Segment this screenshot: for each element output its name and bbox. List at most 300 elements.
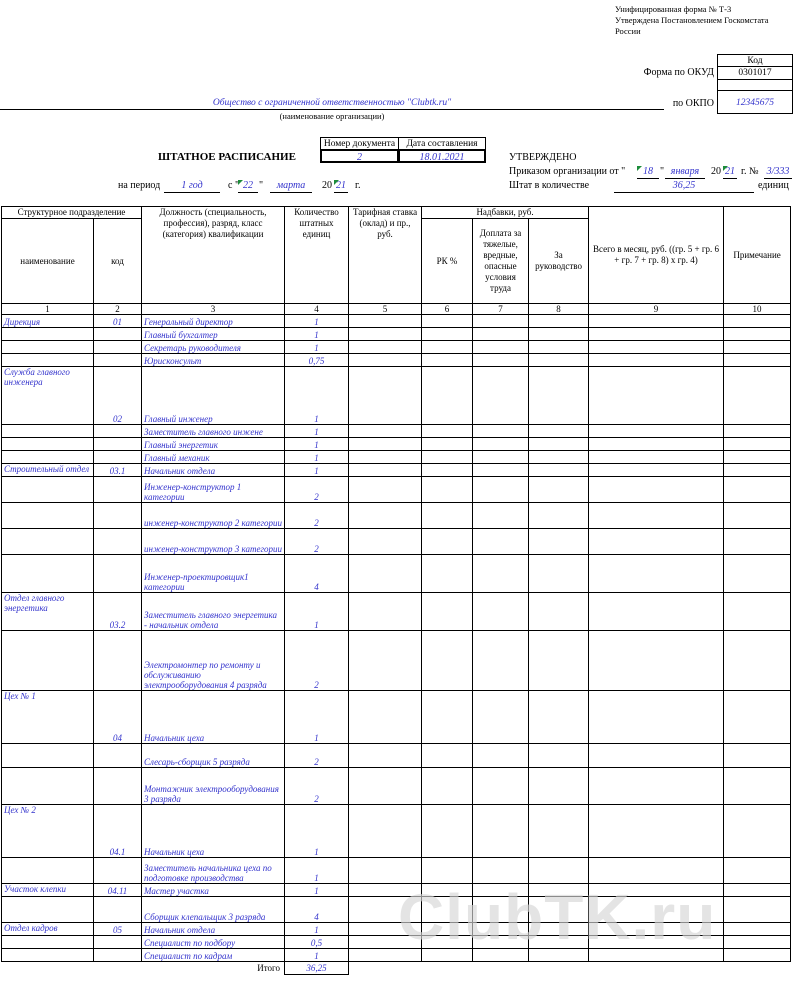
- period-label: на период: [118, 180, 161, 191]
- empty-cell: [589, 529, 724, 555]
- header-total: Всего в месяц, руб. ((гр. 5 + гр. 6 + гр. 7 + гр. 8) х гр. 4): [589, 207, 724, 304]
- empty-cell: [422, 631, 473, 691]
- position-cell: Начальник цеха: [142, 805, 285, 858]
- empty-cell: [724, 936, 791, 949]
- header-count: Количество штатных единиц: [285, 207, 349, 304]
- empty-cell: [422, 529, 473, 555]
- empty-cell: [422, 438, 473, 451]
- approved-by-label: Утверждена Постановлением Госкомстата: [615, 15, 769, 25]
- empty-cell: [422, 367, 473, 425]
- code-cell: 03.2: [94, 593, 142, 631]
- empty-cell: [473, 477, 529, 503]
- code-header: Код: [717, 54, 793, 67]
- empty-cell: [422, 464, 473, 477]
- empty-cell: [473, 451, 529, 464]
- position-cell: Главный бухгалтер: [142, 328, 285, 341]
- table-row: [2, 341, 791, 354]
- header-note: Примечание: [724, 207, 791, 304]
- organization-name: Общество с ограниченной ответственностью "Clubtk.ru": [212, 98, 452, 108]
- empty-cell: [529, 555, 589, 593]
- empty-cell: [724, 744, 791, 768]
- table-row: [2, 555, 791, 593]
- table-row: [2, 768, 791, 805]
- empty-cell: [349, 438, 422, 451]
- code-cell: 05: [94, 923, 142, 936]
- staff-value-underline: [614, 180, 754, 193]
- code-cell: [94, 555, 142, 593]
- empty-cell: [724, 897, 791, 923]
- empty-cell: [349, 744, 422, 768]
- empty-cell: [529, 464, 589, 477]
- order-year: 21: [725, 166, 735, 177]
- empty-cell: [589, 691, 724, 744]
- empty-cell: [724, 503, 791, 529]
- empty-cell: [473, 768, 529, 805]
- empty-cell: [349, 631, 422, 691]
- department-cell: [2, 858, 94, 884]
- column-number: 4: [285, 304, 349, 315]
- okpo-value: 12345675: [717, 90, 793, 114]
- empty-cell: [589, 425, 724, 438]
- count-cell: 2: [285, 477, 349, 503]
- empty-cell: [724, 438, 791, 451]
- position-cell: Начальник цеха: [142, 691, 285, 744]
- empty-cell: [589, 451, 724, 464]
- order-day: 18: [643, 166, 653, 177]
- empty-cell: [422, 451, 473, 464]
- empty-cell: [724, 425, 791, 438]
- department-cell: [2, 477, 94, 503]
- department-cell: [2, 936, 94, 949]
- code-cell: [94, 949, 142, 962]
- position-cell: Начальник отдела: [142, 464, 285, 477]
- column-number: 5: [349, 304, 422, 315]
- count-cell: 1: [285, 438, 349, 451]
- position-cell: Заместитель главного инжене: [142, 425, 285, 438]
- department-cell: [2, 631, 94, 691]
- department-cell: Отдел главного энергетика: [2, 593, 94, 631]
- position-cell: Главный механик: [142, 451, 285, 464]
- count-cell: 2: [285, 631, 349, 691]
- empty-cell: [349, 328, 422, 341]
- from-year-suffix: г.: [355, 180, 361, 191]
- count-cell: 1: [285, 858, 349, 884]
- department-cell: Цех № 2: [2, 805, 94, 858]
- empty-cell: [422, 593, 473, 631]
- header-code: код: [94, 219, 142, 304]
- organization-caption: (наименование организации): [279, 111, 385, 121]
- empty-cell: [529, 438, 589, 451]
- empty-cell: [724, 768, 791, 805]
- empty-cell: [473, 805, 529, 858]
- empty-cell: [349, 768, 422, 805]
- code-cell: [94, 503, 142, 529]
- empty-cell: [589, 464, 724, 477]
- empty-cell: [724, 923, 791, 936]
- period-underline: [164, 180, 220, 193]
- department-cell: [2, 354, 94, 367]
- empty-cell: [724, 341, 791, 354]
- department-cell: [2, 949, 94, 962]
- organization-underline: [0, 99, 664, 110]
- empty-cell: [724, 451, 791, 464]
- empty-cell: [724, 328, 791, 341]
- department-cell: [2, 328, 94, 341]
- period-value: 1 год: [181, 180, 203, 191]
- count-cell: 1: [285, 341, 349, 354]
- empty-cell: [589, 805, 724, 858]
- count-cell: 1: [285, 593, 349, 631]
- empty-cell: [473, 529, 529, 555]
- empty-cell: [589, 367, 724, 425]
- count-cell: 1: [285, 884, 349, 897]
- empty-cell: [473, 328, 529, 341]
- empty-cell: [529, 503, 589, 529]
- empty-cell: [473, 744, 529, 768]
- column-number: 10: [724, 304, 791, 315]
- empty-cell: [473, 555, 529, 593]
- code-cell: [94, 897, 142, 923]
- empty-cell: [724, 631, 791, 691]
- department-cell: Дирекция: [2, 315, 94, 328]
- empty-cell: [589, 341, 724, 354]
- count-cell: 1: [285, 464, 349, 477]
- watermark: ClubTK.ru: [398, 881, 717, 953]
- from-day: 22: [243, 180, 253, 191]
- code-cell: [94, 744, 142, 768]
- empty-cell: [473, 438, 529, 451]
- staff-value: 36,25: [672, 180, 696, 191]
- approved-title: УТВЕРЖДЕНО: [509, 152, 577, 163]
- code-cell: 01: [94, 315, 142, 328]
- column-number: 8: [529, 304, 589, 315]
- empty-cell: [589, 328, 724, 341]
- code-cell: [94, 438, 142, 451]
- from-label: с ": [228, 180, 240, 191]
- empty-cell: [422, 768, 473, 805]
- header-rate: Тарифная ставка (оклад) и пр., руб.: [349, 207, 422, 304]
- column-number: 7: [473, 304, 529, 315]
- order-month: января: [670, 166, 700, 177]
- table-row: [2, 477, 791, 503]
- empty-cell: [529, 768, 589, 805]
- position-cell: инженер-конструктор 2 категории: [142, 503, 285, 529]
- department-cell: Участок клепки: [2, 884, 94, 897]
- okpo-label: по ОКПО: [672, 98, 714, 109]
- count-cell: 0,5: [285, 936, 349, 949]
- total-value: 36,25: [285, 962, 349, 975]
- empty-cell: [589, 631, 724, 691]
- empty-cell: [349, 464, 422, 477]
- position-cell: Электромонтер по ремонту и обслуживанию электрооборудования 4 разряда: [142, 631, 285, 691]
- column-number: 3: [142, 304, 285, 315]
- header-structural: Структурное подразделение: [2, 207, 142, 219]
- code-cell: [94, 425, 142, 438]
- empty-cell: [422, 341, 473, 354]
- position-cell: Заместитель главного энергетика - начальник отдела: [142, 593, 285, 631]
- position-cell: Заместитель начальника цеха по подготовке производства: [142, 858, 285, 884]
- empty-cell: [422, 805, 473, 858]
- empty-cell: [349, 593, 422, 631]
- empty-cell: [349, 477, 422, 503]
- code-cell: [94, 936, 142, 949]
- table-row: [2, 367, 791, 425]
- header-rk: РК %: [422, 219, 473, 304]
- department-cell: [2, 425, 94, 438]
- empty-cell: [589, 744, 724, 768]
- position-cell: Мастер участка: [142, 884, 285, 897]
- department-cell: [2, 768, 94, 805]
- empty-cell: [422, 425, 473, 438]
- empty-cell: [473, 367, 529, 425]
- empty-cell: [473, 425, 529, 438]
- count-cell: 1: [285, 949, 349, 962]
- position-cell: Монтажник электрооборудования 3 разряда: [142, 768, 285, 805]
- code-cell: [94, 858, 142, 884]
- doc-number-label: Номер документа: [320, 137, 399, 150]
- empty-cell: [724, 593, 791, 631]
- code-cell: 04.1: [94, 805, 142, 858]
- column-number: 9: [589, 304, 724, 315]
- empty-cell: [724, 477, 791, 503]
- empty-cell: [589, 438, 724, 451]
- table-row: [2, 438, 791, 451]
- order-quote: ": [660, 166, 665, 177]
- table-row: [2, 328, 791, 341]
- table-row: [2, 631, 791, 691]
- cell-marker: [238, 180, 243, 185]
- from-month: марта: [276, 180, 306, 191]
- empty-cell: [349, 805, 422, 858]
- empty-cell: [529, 805, 589, 858]
- empty-cell: [529, 593, 589, 631]
- table-row: [2, 805, 791, 858]
- empty-cell: [349, 315, 422, 328]
- department-cell: Служба главного инженера: [2, 367, 94, 425]
- empty-cell: [724, 949, 791, 962]
- empty-cell: [349, 503, 422, 529]
- empty-cell: [349, 367, 422, 425]
- table-row: [2, 451, 791, 464]
- table-row: [2, 744, 791, 768]
- table-row: [2, 691, 791, 744]
- count-cell: 1: [285, 315, 349, 328]
- order-month-underline: [665, 166, 705, 179]
- position-cell: Секретарь руководителя: [142, 341, 285, 354]
- order-number-underline: [764, 166, 792, 179]
- department-cell: [2, 744, 94, 768]
- empty-cell: [589, 503, 724, 529]
- staffing-table: [1, 206, 791, 975]
- empty-cell: [724, 367, 791, 425]
- total-blank: [349, 962, 791, 975]
- order-number: 3/333: [766, 166, 790, 177]
- department-cell: [2, 529, 94, 555]
- document-title: ШТАТНОЕ РАСПИСАНИЕ: [158, 151, 296, 163]
- code-cell: 04.11: [94, 884, 142, 897]
- table-row: [2, 315, 791, 328]
- empty-cell: [724, 464, 791, 477]
- count-cell: 1: [285, 451, 349, 464]
- empty-cell: [529, 631, 589, 691]
- empty-cell: [529, 315, 589, 328]
- empty-cell: [473, 691, 529, 744]
- empty-cell: [473, 503, 529, 529]
- empty-cell: [422, 503, 473, 529]
- department-cell: [2, 555, 94, 593]
- column-number: 1: [2, 304, 94, 315]
- empty-cell: [529, 477, 589, 503]
- position-cell: Сборщик клепальщик 3 разряда: [142, 897, 285, 923]
- from-quote: ": [259, 180, 264, 191]
- header-harmful: Доплата за тяжелые, вредные, опасные условия труда: [473, 219, 529, 304]
- empty-cell: [724, 555, 791, 593]
- form-header-info: [615, 4, 769, 37]
- position-cell: Главный инженер: [142, 367, 285, 425]
- column-numbers-row: [2, 304, 791, 315]
- from-year: 21: [336, 180, 346, 191]
- table-row: [2, 354, 791, 367]
- empty-cell: [422, 691, 473, 744]
- empty-cell: [529, 529, 589, 555]
- empty-cell: [724, 315, 791, 328]
- empty-cell: [589, 477, 724, 503]
- empty-cell: [529, 425, 589, 438]
- code-cell: 03.1: [94, 464, 142, 477]
- cell-marker: [723, 166, 728, 171]
- total-label: Итого: [257, 963, 281, 974]
- position-cell: Слесарь-сборщик 5 разряда: [142, 744, 285, 768]
- code-cell: [94, 477, 142, 503]
- code-cell: [94, 341, 142, 354]
- empty-cell: [349, 425, 422, 438]
- empty-cell: [589, 768, 724, 805]
- empty-cell: [473, 315, 529, 328]
- table-row: [2, 503, 791, 529]
- count-cell: 1: [285, 691, 349, 744]
- empty-cell: [724, 529, 791, 555]
- doc-date-label: Дата составления: [398, 137, 486, 150]
- position-cell: Главный энергетик: [142, 438, 285, 451]
- header-position: Должность (специальность, профессия), разряд, класс (категория) квалификации: [142, 207, 285, 304]
- count-cell: 2: [285, 768, 349, 805]
- empty-cell: [473, 354, 529, 367]
- empty-cell: [422, 744, 473, 768]
- header-name: наименование: [2, 219, 94, 304]
- okud-value: 0301017: [717, 66, 793, 80]
- empty-cell: [724, 884, 791, 897]
- cell-marker: [637, 166, 642, 171]
- empty-cell: [422, 477, 473, 503]
- cell-marker: [334, 180, 339, 185]
- empty-cell: [529, 341, 589, 354]
- staff-unit: единиц: [758, 180, 789, 191]
- count-cell: 1: [285, 805, 349, 858]
- empty-cell: [529, 367, 589, 425]
- order-number-label: г. №: [741, 166, 759, 177]
- code-cell: [94, 529, 142, 555]
- empty-cell: [473, 464, 529, 477]
- code-cell: [94, 768, 142, 805]
- doc-date-value: 18.01.2021: [398, 149, 486, 163]
- count-cell: 4: [285, 555, 349, 593]
- header-management: За руководство: [529, 219, 589, 304]
- position-cell: Начальник отдела: [142, 923, 285, 936]
- department-cell: [2, 897, 94, 923]
- department-cell: Строительный отдел: [2, 464, 94, 477]
- department-cell: [2, 438, 94, 451]
- position-cell: Генеральный директор: [142, 315, 285, 328]
- empty-cell: [589, 593, 724, 631]
- empty-cell: [422, 315, 473, 328]
- department-cell: [2, 451, 94, 464]
- empty-cell: [349, 451, 422, 464]
- position-cell: Специалист по подбору: [142, 936, 285, 949]
- column-number: 2: [94, 304, 142, 315]
- okud-label: Форма по ОКУД: [643, 67, 714, 78]
- empty-cell: [473, 631, 529, 691]
- position-cell: Инженер-конструктор 1 категории: [142, 477, 285, 503]
- empty-cell: [589, 555, 724, 593]
- order-label: Приказом организации от ": [509, 166, 626, 177]
- empty-cell: [529, 451, 589, 464]
- table-row: [2, 464, 791, 477]
- code-cell: 04: [94, 691, 142, 744]
- empty-cell: [349, 555, 422, 593]
- count-cell: 0,75: [285, 354, 349, 367]
- code-cell: [94, 631, 142, 691]
- code-cell: [94, 451, 142, 464]
- empty-cell: [529, 328, 589, 341]
- empty-cell: [724, 691, 791, 744]
- empty-cell: [349, 691, 422, 744]
- position-cell: Инженер-проектировщик1 категории: [142, 555, 285, 593]
- empty-cell: [724, 354, 791, 367]
- from-month-underline: [270, 180, 312, 193]
- empty-cell: [422, 328, 473, 341]
- table-row: [2, 593, 791, 631]
- empty-cell: [589, 315, 724, 328]
- empty-cell: [349, 341, 422, 354]
- table-row: [2, 529, 791, 555]
- table-row: [2, 425, 791, 438]
- unified-form-label: Унифицированная форма № Т-3: [615, 4, 732, 14]
- empty-cell: [724, 858, 791, 884]
- column-number: 6: [422, 304, 473, 315]
- department-cell: [2, 341, 94, 354]
- order-year-prefix: 20: [711, 166, 721, 177]
- empty-cell: [349, 354, 422, 367]
- count-cell: 1: [285, 425, 349, 438]
- empty-cell: [529, 744, 589, 768]
- department-cell: Цех № 1: [2, 691, 94, 744]
- count-cell: 1: [285, 923, 349, 936]
- doc-number-value: 2: [320, 149, 399, 163]
- from-year-prefix: 20: [322, 180, 332, 191]
- empty-cell: [529, 354, 589, 367]
- empty-cell: [473, 341, 529, 354]
- code-cell: 02: [94, 367, 142, 425]
- department-cell: [2, 503, 94, 529]
- empty-cell: [422, 354, 473, 367]
- staff-label: Штат в количестве: [509, 180, 590, 191]
- code-cell: [94, 354, 142, 367]
- position-cell: Специалист по кадрам: [142, 949, 285, 962]
- header-allowances: Надбавки, руб.: [422, 207, 589, 219]
- department-cell: Отдел кадров: [2, 923, 94, 936]
- empty-cell: [724, 805, 791, 858]
- approved-by-country: России: [615, 26, 641, 36]
